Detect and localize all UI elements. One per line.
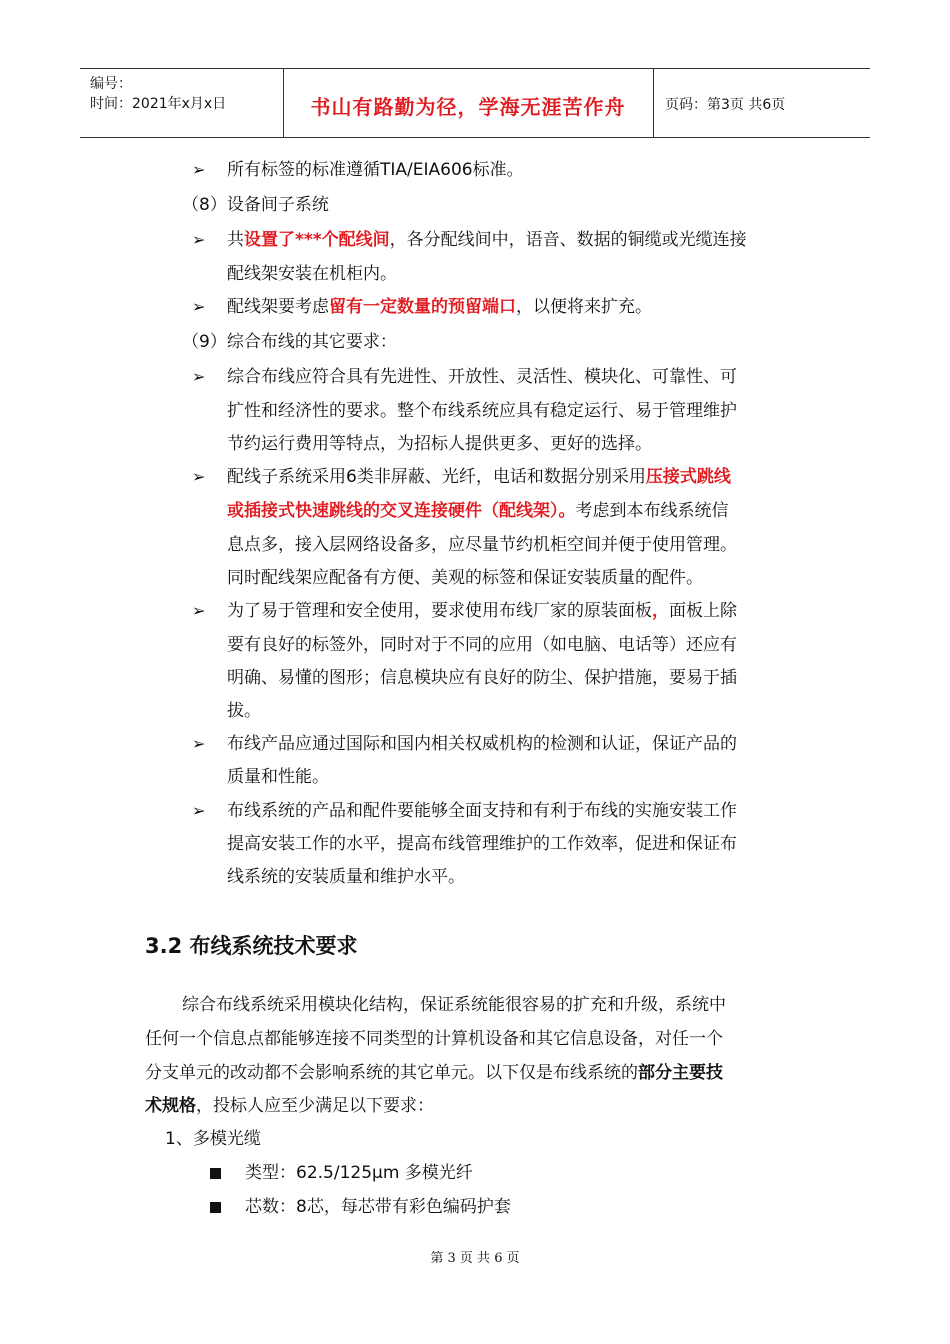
bullet-text: 同时配线架应配备有方便、美观的标签和保证安装质量的配件。 [227, 568, 703, 588]
paragraph-line: 分支单元的改动都不会影响系统的其它单元。以下仅是布线系统的部分主要技 [145, 1063, 723, 1083]
time-label: 时间：2021年x月x日 [90, 96, 227, 112]
bullet-text: 线系统的安装质量和维护水平。 [227, 867, 465, 887]
bullet-text: 提高安装工作的水平，提高布线管理维护的工作效率，促进和保证布 [227, 834, 737, 854]
section-heading-8: （8）设备间子系统 [182, 195, 329, 215]
bullet-text: 扩性和经济性的要求。整个布线系统应具有稳定运行、易于管理维护 [227, 401, 737, 421]
document-header [80, 68, 870, 138]
paragraph-line: 综合布线系统采用模块化结构，保证系统能很容易的扩充和升级，系统中 [182, 995, 726, 1015]
bullet-text: 质量和性能。 [227, 767, 329, 787]
arrow-bullet-icon: ➢ [192, 734, 206, 753]
arrow-bullet-icon: ➢ [192, 801, 206, 820]
page-footer: 第 3 页 共 6 页 [430, 1251, 520, 1266]
bullet-text: 布线系统的产品和配件要能够全面支持和有利于布线的实施安装工作 [227, 801, 737, 821]
bullet-text: 配线子系统采用6类非屏蔽、光纤，电话和数据分别采用压接式跳线 [227, 467, 731, 487]
highlight-text: 或插接式快速跳线的交叉连接硬件（配线架）。 [227, 501, 576, 521]
motto: 书山有路勤为径，学海无涯苦作舟 [310, 95, 626, 119]
bullet-text: 息点多，接入层网络设备多，应尽量节约机柜空间并便于使用管理。 [227, 535, 737, 555]
highlight-text: 留有一定数量的预留端口 [329, 297, 516, 317]
arrow-bullet-icon: ➢ [192, 230, 206, 249]
page-code: 页码：第3页 共6页 [665, 97, 786, 113]
list-item-1: 1、多模光缆 [165, 1129, 261, 1149]
arrow-bullet-icon: ➢ [192, 601, 206, 620]
arrow-bullet-icon: ➢ [192, 160, 206, 179]
bullet-text: 布线产品应通过国际和国内相关权威机构的检测和认证，保证产品的 [227, 734, 737, 754]
bullet-text: 配线架要考虑留有一定数量的预留端口，以便将来扩充。 [227, 297, 652, 317]
number-label: 编号： [90, 76, 132, 92]
arrow-bullet-icon: ➢ [192, 367, 206, 386]
arrow-bullet-icon: ➢ [192, 297, 206, 316]
highlight-text: ， [652, 601, 669, 621]
bullet-text: 综合布线应符合具有先进性、开放性、灵活性、模块化、可靠性、可 [227, 367, 737, 387]
bullet-text: 拔。 [227, 701, 261, 721]
bullet-text: 明确、易懂的图形；信息模块应有良好的防尘、保护措施，要易于插 [227, 668, 737, 688]
bullet-text: 为了易于管理和安全使用，要求使用布线厂家的原装面板，面板上除 [227, 601, 737, 621]
bold-text: 术规格 [145, 1096, 196, 1116]
spec-item: 类型：62.5/125μm 多模光纤 [245, 1163, 473, 1183]
bullet-text: 共设置了***个配线间，各分配线间中，语音、数据的铜缆或光缆连接 [227, 230, 747, 250]
square-bullet-icon [210, 1202, 221, 1213]
arrow-bullet-icon: ➢ [192, 467, 206, 486]
bullet-text: 节约运行费用等特点，为招标人提供更多、更好的选择。 [227, 434, 652, 454]
header-right-cell [653, 69, 870, 137]
bold-text: 部分主要技 [638, 1063, 723, 1083]
section-heading-3-2: 3.2 布线系统技术要求 [145, 934, 358, 958]
spec-item: 芯数：8芯，每芯带有彩色编码护套 [245, 1197, 511, 1217]
square-bullet-icon [210, 1168, 221, 1179]
paragraph-line: 任何一个信息点都能够连接不同类型的计算机设备和其它信息设备，对任一个 [145, 1029, 723, 1049]
highlight-text: 压接式跳线 [645, 467, 731, 487]
bullet-text: 或插接式快速跳线的交叉连接硬件（配线架）。考虑到本布线系统信 [227, 501, 729, 521]
header-left-cell [80, 69, 284, 137]
paragraph-line: 术规格，投标人应至少满足以下要求： [145, 1096, 434, 1116]
bullet-text: 要有良好的标签外，同时对于不同的应用（如电脑、电话等）还应有 [227, 635, 737, 655]
highlight-text: 设置了***个配线间 [244, 230, 390, 250]
bullet-text: 所有标签的标准遵循TIA/EIA606标准。 [227, 160, 524, 180]
bullet-text: 配线架安装在机柜内。 [227, 264, 397, 284]
header-middle-cell [283, 69, 654, 137]
section-heading-9: （9）综合布线的其它要求： [182, 332, 397, 352]
